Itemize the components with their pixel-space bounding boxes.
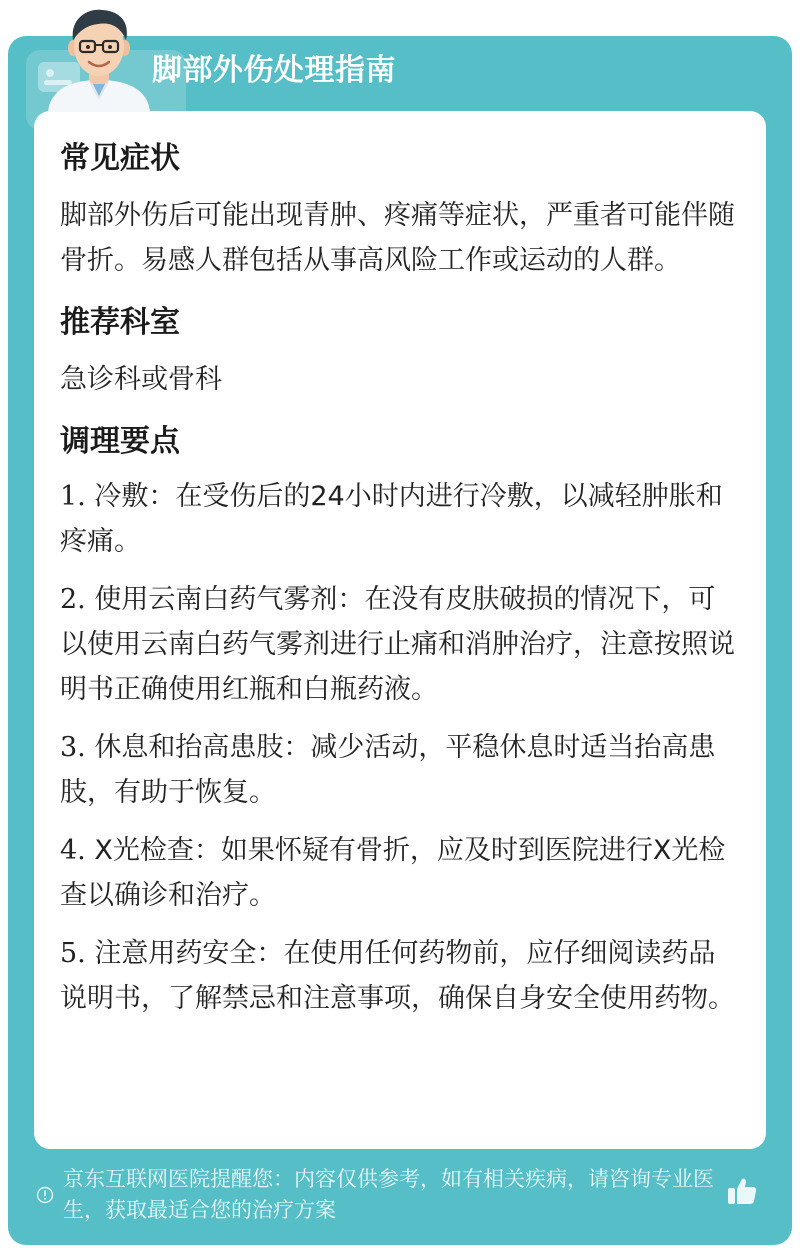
section-title-symptoms: 常见症状 bbox=[60, 141, 180, 176]
tip-number: 2. bbox=[60, 584, 86, 615]
tip-text: 注意用药安全：在使用任何药物前，应仔细阅读药品说明书，了解禁忌和注意事项，确保自身安全使用药物。 bbox=[60, 938, 735, 1014]
page-title: 脚部外伤处理指南 bbox=[152, 53, 396, 88]
list-item bbox=[60, 725, 740, 815]
tip-text: 使用云南白药气雾剂：在没有皮肤破损的情况下，可以使用云南白药气雾剂进行止痛和消肿治疗，注意按照说明书正确使用红瓶和白瓶药液。 bbox=[60, 584, 735, 705]
tip-text: X光检查：如果怀疑有骨折，应及时到医院进行X光检查以确诊和治疗。 bbox=[60, 835, 726, 911]
tip-text: 休息和抬高患肢：减少活动，平稳休息时适当抬高患肢，有助于恢复。 bbox=[60, 732, 716, 808]
disclaimer-text: 京东互联网医院提醒您：内容仅供参考，如有相关疾病，请咨询专业医生，获取最适合您的治疗方案 bbox=[63, 1167, 714, 1222]
list-item bbox=[60, 577, 740, 712]
doctor-avatar bbox=[40, 4, 158, 112]
tip-number: 1. bbox=[60, 481, 86, 512]
symptoms-text: 脚部外伤后可能出现青肿、疼痛等症状，严重者可能伴随骨折。易感人群包括从事高风险工作或运动的人群。 bbox=[60, 200, 735, 276]
info-icon bbox=[36, 1186, 54, 1204]
section-title-care: 调理要点 bbox=[60, 424, 180, 459]
tip-text: 冷敷：在受伤后的24小时内进行冷敷，以减轻肿胀和疼痛。 bbox=[60, 481, 723, 557]
thumbs-up-icon[interactable] bbox=[726, 1175, 758, 1207]
list-item bbox=[60, 931, 740, 1021]
content-card bbox=[34, 111, 766, 1149]
tip-number: 4. bbox=[60, 835, 86, 866]
content-body bbox=[60, 133, 740, 1034]
list-item bbox=[60, 828, 740, 918]
tip-number: 3. bbox=[60, 732, 86, 763]
section-title-department: 推荐科室 bbox=[60, 305, 180, 340]
department-text: 急诊科或骨科 bbox=[60, 364, 222, 395]
tip-number: 5. bbox=[60, 938, 86, 969]
list-item bbox=[60, 474, 740, 564]
care-tips-list bbox=[60, 474, 740, 1021]
